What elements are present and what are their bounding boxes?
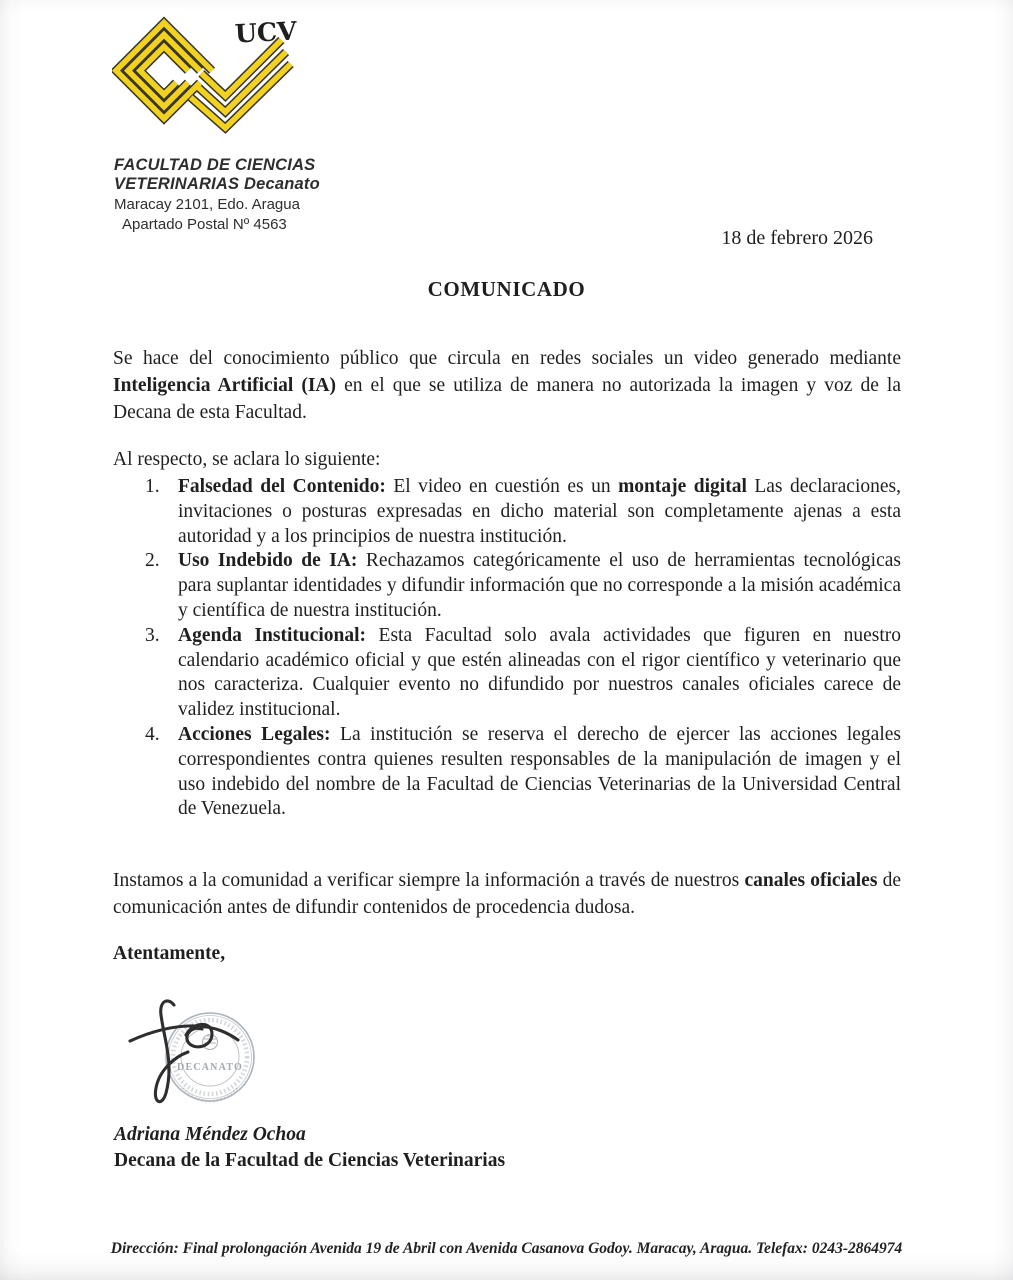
list-item-text: Agenda Institucional: Esta Facultad solo avala actividades que figuren en nuestro calendario académico oficial y que estén alineadas con el rigor científico y veterinario que nos caracteriza. Cualquier evento no difundido por nuestros canales oficiales carece de validez institucional. — [178, 624, 901, 721]
letterhead-address-line1: Maracay 2101, Edo. Aragua — [114, 196, 300, 213]
salutation: Atentamente, — [113, 942, 226, 964]
closing-paragraph: Instamos a la comunidad a verificar siempre la información a través de nuestros canales oficiales de comunicación antes de difundir contenidos de procedencia dudosa. — [113, 869, 901, 918]
list-item — [113, 723, 901, 822]
list-item-number: 4. — [145, 723, 160, 745]
signature-and-seal — [128, 993, 308, 1138]
list-item-text: Acciones Legales: La institución se reserva el derecho de ejercer las acciones legales correspondientes contra quienes resulten responsables de la manipulación de imagen y el uso indebido del nombre de la Facultad de Ciencias Veterinarias de la Universidad Central de Venezuela. — [178, 723, 902, 820]
intro-paragraph: Se hace del conocimiento público que circula en redes sociales un video generado mediante Inteligencia Artificial (IA) en el que se utiliza de manera no autorizada la imagen y voz de la Decana de esta Facultad. — [113, 347, 901, 423]
list-item-number: 3. — [145, 624, 160, 646]
handwritten-signature — [130, 1001, 238, 1102]
list-item — [113, 475, 901, 549]
footer-address: Dirección: Final prolongación Avenida 19 de Abril con Avenida Casanova Godoy. Maracay, Aragua. Telefax: 0243-2864974 — [110, 1240, 903, 1257]
letterhead — [114, 156, 320, 234]
ucv-logo — [112, 4, 312, 144]
list-item-text: Uso Indebido de IA: Rechazamos categóricamente el uso de herramientas tecnológicas para suplantar identidades y difundir información que no corresponde a la misión académica y científica de nuestra institución. — [178, 550, 901, 621]
ucv-logo-acronym: UCV — [234, 15, 298, 49]
list-item-number: 2. — [145, 550, 160, 572]
seal-center-text: DECANATO — [177, 1062, 243, 1073]
letterhead-faculty-line1: FACULTAD DE CIENCIAS — [114, 156, 316, 174]
list-item — [113, 549, 901, 623]
letterhead-faculty-line2: VETERINARIAS Decanato — [114, 175, 320, 193]
signer-name: Adriana Méndez Ochoa — [114, 1124, 306, 1145]
signer-block — [114, 1122, 505, 1174]
list-item — [113, 624, 901, 723]
seal-ring-text-illegible — [173, 1020, 247, 1094]
letterhead-address-line2: Apartado Postal Nº 4563 — [122, 216, 287, 233]
clarification-lead: Al respecto, se aclara lo siguiente: — [113, 448, 381, 470]
signer-role: Decana de la Facultad de Ciencias Veterinarias — [114, 1150, 506, 1171]
list-item-text: Falsedad del Contenido: El video en cuestión es un montaje digital Las declaraciones, invitaciones o posturas expresadas en dicho material son completamente ajenas a esta autoridad y a los principios de nuestra institución. — [178, 476, 901, 547]
list-item-number: 1. — [145, 476, 160, 497]
letter-title: COMUNICADO — [427, 277, 586, 301]
letter-date: 18 de febrero 2026 — [721, 227, 873, 249]
numbered-list — [113, 475, 901, 822]
